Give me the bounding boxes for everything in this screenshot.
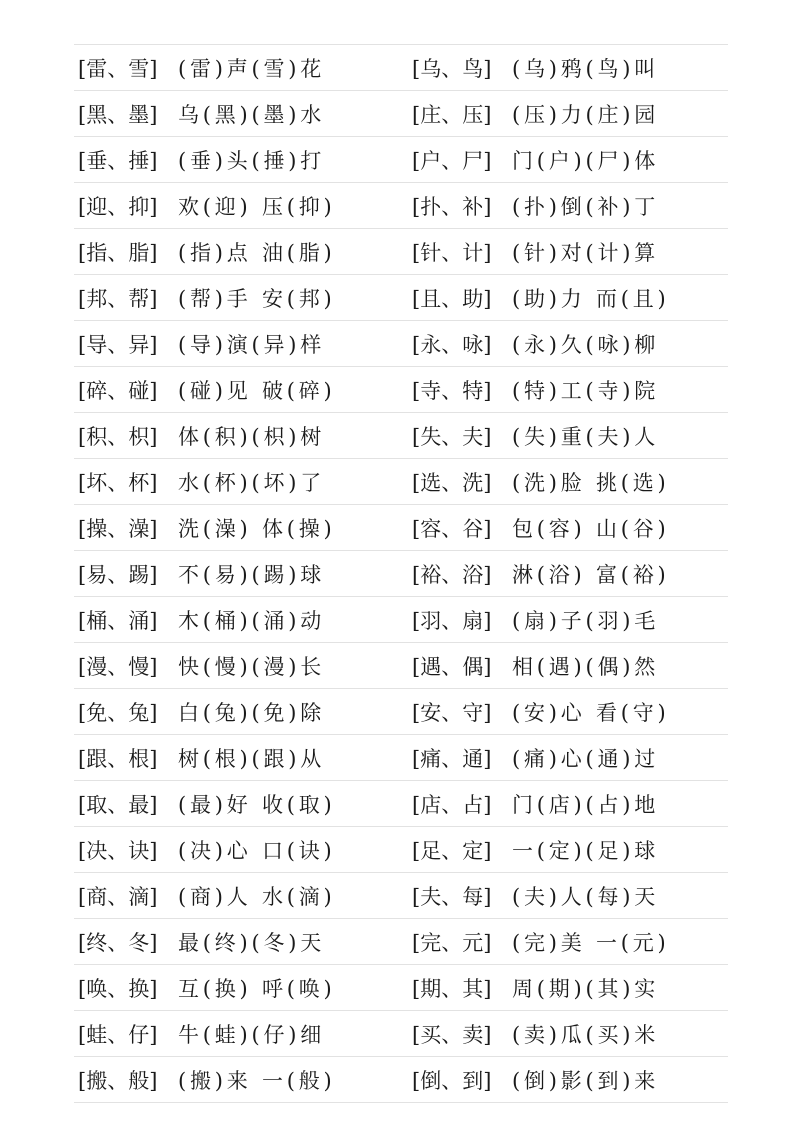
entry-left [74, 513, 412, 543]
character-pair: [唤、换] [78, 976, 158, 1001]
filled-words: (扇)子(羽)毛 [512, 608, 660, 633]
character-pair: [完、元] [412, 930, 492, 955]
filled-words: 欢(迎) 压(抑) [178, 194, 336, 219]
filled-words: (夫)人(每)天 [512, 884, 660, 909]
entry-left [74, 421, 412, 451]
sheet-row [74, 918, 728, 964]
filled-words: 相(遇)(偶)然 [512, 654, 660, 679]
sheet-row [74, 44, 728, 90]
entry-right [412, 1019, 728, 1049]
filled-words: (垂)头(捶)打 [178, 148, 326, 173]
sheet-row [74, 90, 728, 136]
filled-words: 牛(蛙)(仔)细 [178, 1022, 326, 1047]
entry-right [412, 53, 728, 83]
filled-words: (扑)倒(补)丁 [512, 194, 660, 219]
entry-left [74, 375, 412, 405]
character-pair: [雷、雪] [78, 56, 158, 81]
entry-right [412, 743, 728, 773]
character-pair: [终、冬] [78, 930, 158, 955]
filled-words: 门(店)(占)地 [512, 792, 660, 817]
character-pair: [操、澡] [78, 516, 158, 541]
character-pair: [安、守] [412, 700, 492, 725]
entry-right [412, 467, 728, 497]
sheet-row [74, 872, 728, 918]
character-pair: [桶、涌] [78, 608, 158, 633]
character-pair: [期、其] [412, 976, 492, 1001]
character-pair: [搬、般] [78, 1068, 158, 1093]
character-pair: [乌、鸟] [412, 56, 492, 81]
entry-left [74, 237, 412, 267]
filled-words: (雷)声(雪)花 [178, 56, 326, 81]
character-pair: [容、谷] [412, 516, 492, 541]
character-pair: [店、占] [412, 792, 492, 817]
filled-words: 白(兔)(免)除 [178, 700, 326, 725]
entry-left [74, 835, 412, 865]
sheet-row [74, 1056, 728, 1103]
entry-left [74, 191, 412, 221]
entry-left [74, 559, 412, 589]
filled-words: 最(终)(冬)天 [178, 930, 326, 955]
filled-words: 快(慢)(漫)长 [178, 654, 326, 679]
filled-words: (卖)瓜(买)米 [512, 1022, 660, 1047]
filled-words: (碰)见 破(碎) [178, 378, 336, 403]
sheet-row [74, 412, 728, 458]
character-pair: [跟、根] [78, 746, 158, 771]
character-pair: [户、尸] [412, 148, 492, 173]
filled-words: 周(期)(其)实 [512, 976, 660, 1001]
character-pair: [夫、每] [412, 884, 492, 909]
filled-words: 门(户)(尸)体 [512, 148, 660, 173]
entry-right [412, 237, 728, 267]
entry-left [74, 53, 412, 83]
entry-right [412, 191, 728, 221]
character-pair: [针、计] [412, 240, 492, 265]
entry-right [412, 421, 728, 451]
entry-right [412, 1065, 728, 1095]
character-pair: [足、定] [412, 838, 492, 863]
filled-words: 体(积)(枳)树 [178, 424, 326, 449]
filled-words: (特)工(寺)院 [512, 378, 660, 403]
character-pair: [垂、捶] [78, 148, 158, 173]
sheet-row [74, 964, 728, 1010]
sheet-row [74, 688, 728, 734]
filled-words: (乌)鸦(鸟)叫 [512, 56, 660, 81]
entry-left [74, 789, 412, 819]
sheet-row [74, 274, 728, 320]
filled-words: (完)美 一(元) [512, 930, 670, 955]
character-pair: [且、助] [412, 286, 492, 311]
entry-right [412, 99, 728, 129]
filled-words: (洗)脸 挑(选) [512, 470, 670, 495]
character-pair: [导、异] [78, 332, 158, 357]
filled-words: (安)心 看(守) [512, 700, 670, 725]
entry-left [74, 697, 412, 727]
sheet-row [74, 182, 728, 228]
character-pair: [指、脂] [78, 240, 158, 265]
filled-words: (搬)来 一(般) [178, 1068, 336, 1093]
character-pair: [免、兔] [78, 700, 158, 725]
entry-right [412, 927, 728, 957]
filled-words: 乌(黑)(墨)水 [178, 102, 326, 127]
filled-words: (永)久(咏)柳 [512, 332, 660, 357]
character-pair: [决、诀] [78, 838, 158, 863]
entry-right [412, 973, 728, 1003]
filled-words: 淋(浴) 富(裕) [512, 562, 670, 587]
entry-left [74, 283, 412, 313]
sheet-row [74, 320, 728, 366]
character-pair: [易、踢] [78, 562, 158, 587]
sheet-row [74, 596, 728, 642]
filled-words: (压)力(庄)园 [512, 102, 660, 127]
character-pair: [积、枳] [78, 424, 158, 449]
word-pair-sheet [74, 44, 728, 1103]
entry-right [412, 789, 728, 819]
entry-left [74, 605, 412, 635]
character-pair: [买、卖] [412, 1022, 492, 1047]
sheet-row [74, 642, 728, 688]
filled-words: (导)演(异)样 [178, 332, 326, 357]
character-pair: [寺、特] [412, 378, 492, 403]
character-pair: [迎、抑] [78, 194, 158, 219]
filled-words: 木(桶)(涌)动 [178, 608, 326, 633]
character-pair: [坏、杯] [78, 470, 158, 495]
character-pair: [选、洗] [412, 470, 492, 495]
entry-right [412, 605, 728, 635]
sheet-row [74, 458, 728, 504]
entry-left [74, 145, 412, 175]
entry-right [412, 835, 728, 865]
character-pair: [羽、扇] [412, 608, 492, 633]
filled-words: (最)好 收(取) [178, 792, 336, 817]
entry-right [412, 559, 728, 589]
entry-left [74, 1065, 412, 1095]
character-pair: [黑、墨] [78, 102, 158, 127]
sheet-row [74, 136, 728, 182]
character-pair: [漫、慢] [78, 654, 158, 679]
character-pair: [痛、通] [412, 746, 492, 771]
filled-words: 互(换) 呼(唤) [178, 976, 336, 1001]
entry-right [412, 375, 728, 405]
character-pair: [失、夫] [412, 424, 492, 449]
entry-left [74, 329, 412, 359]
character-pair: [遇、偶] [412, 654, 492, 679]
entry-right [412, 283, 728, 313]
entry-right [412, 513, 728, 543]
sheet-row [74, 550, 728, 596]
sheet-row [74, 504, 728, 550]
character-pair: [碎、碰] [78, 378, 158, 403]
filled-words: (指)点 油(脂) [178, 240, 336, 265]
filled-words: (痛)心(通)过 [512, 746, 660, 771]
entry-right [412, 697, 728, 727]
filled-words: (针)对(计)算 [512, 240, 660, 265]
entry-left [74, 99, 412, 129]
entry-left [74, 651, 412, 681]
filled-words: 水(杯)(坏)了 [178, 470, 326, 495]
sheet-row [74, 780, 728, 826]
entry-right [412, 329, 728, 359]
filled-words: (失)重(夫)人 [512, 424, 660, 449]
character-pair: [取、最] [78, 792, 158, 817]
sheet-row [74, 826, 728, 872]
character-pair: [蛙、仔] [78, 1022, 158, 1047]
entry-right [412, 145, 728, 175]
filled-words: 一(定)(足)球 [512, 838, 660, 863]
entry-left [74, 927, 412, 957]
character-pair: [庄、压] [412, 102, 492, 127]
entry-left [74, 1019, 412, 1049]
filled-words: (决)心 口(诀) [178, 838, 336, 863]
filled-words: 洗(澡) 体(操) [178, 516, 336, 541]
entry-right [412, 881, 728, 911]
entry-left [74, 467, 412, 497]
filled-words: (助)力 而(且) [512, 286, 670, 311]
entry-left [74, 973, 412, 1003]
character-pair: [商、滴] [78, 884, 158, 909]
sheet-row [74, 228, 728, 274]
character-pair: [永、咏] [412, 332, 492, 357]
character-pair: [倒、到] [412, 1068, 492, 1093]
sheet-row [74, 366, 728, 412]
filled-words: (倒)影(到)来 [512, 1068, 660, 1093]
entry-left [74, 881, 412, 911]
sheet-row [74, 734, 728, 780]
filled-words: 树(根)(跟)从 [178, 746, 326, 771]
entry-right [412, 651, 728, 681]
character-pair: [扑、补] [412, 194, 492, 219]
filled-words: 不(易)(踢)球 [178, 562, 326, 587]
filled-words: (帮)手 安(邦) [178, 286, 336, 311]
entry-left [74, 743, 412, 773]
filled-words: (商)人 水(滴) [178, 884, 336, 909]
character-pair: [邦、帮] [78, 286, 158, 311]
character-pair: [裕、浴] [412, 562, 492, 587]
filled-words: 包(容) 山(谷) [512, 516, 670, 541]
sheet-row [74, 1010, 728, 1056]
